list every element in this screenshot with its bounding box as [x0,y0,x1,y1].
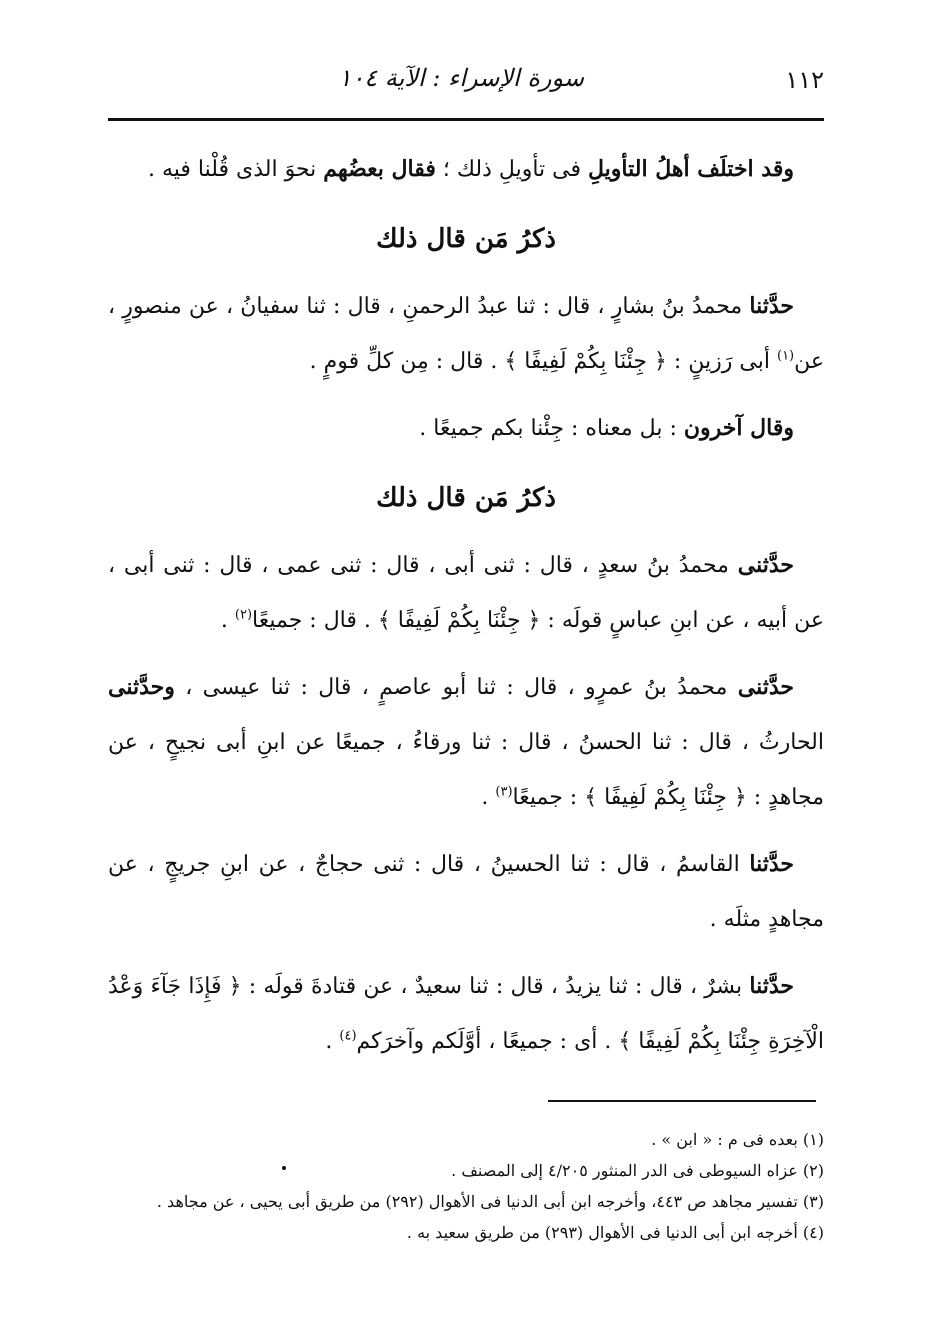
bold-lead: وقال آخرون [683,415,794,441]
bold-lead: حدَّثنا [749,851,794,877]
section-heading-2: ذكرُ مَن قال ذلك [376,483,556,513]
bold-lead: وقد اختلَف أهلُ التأويلِ [587,156,794,182]
paragraph-5 [108,660,824,825]
footnotes [100,1124,824,1248]
footnote-rule [548,1100,816,1102]
page-header [108,62,824,102]
print-speck [282,1166,286,1170]
bold-lead: حدَّثنا [749,973,794,999]
text-run: محمدُ بنُ عمرٍو ، قال : ثنا أبو عاصمٍ ، قال : ثنا عيسى ، [174,675,738,700]
text-run: بشرٌ ، قال : ثنا يزيدُ ، قال : ثنا سعيدٌ ، عن قتادةَ قولَه : [241,974,750,999]
paragraph-4 [108,538,824,648]
footnote-ref-3[interactable]: (٣) [495,784,513,800]
footnote-4: (٤) أخرجه ابن أبى الدنيا فى الأهوال (٢٩٣) من طريق سعيد به . [406,1223,824,1242]
quran-quote: ﴿ جِئْنَا بِكُمْ لَفِيفًا ﴾ [504,349,667,374]
quran-quote: ﴿ فَإِذَا جَآءَ وَعْدُ الْآخِرَةِ جِئْنَا بِكُمْ لَفِيفًا ﴾ [108,974,824,1054]
bold-lead: وحدَّثنى [108,674,175,700]
quran-quote: ﴿ جِئْنَا بِكُمْ لَفِيفًا ﴾ [377,608,541,633]
text-run: أبى رَزينٍ : [666,349,777,374]
text-run: الحارثُ ، قال : ثنا الحسنُ ، قال : ثنا ورقاءُ ، جميعًا عن ابنِ أبى نجيحٍ ، عن مجاهدٍ : [108,730,824,810]
text-run: : جميعًا [512,785,585,810]
paragraph-1 [108,142,824,197]
text-run: فى تأويلِ ذلك ؛ [435,157,588,182]
footnote-ref-4[interactable]: (٤) [339,1028,357,1044]
footnote-3: (٣) تفسير مجاهد ص ٤٤٣، وأخرجه ابن أبى الدنيا فى الأهوال (٢٩٢) من طريق أبى يحيى ، عن مجاهد . [156,1192,824,1211]
paragraph-7 [108,959,824,1069]
footnote-2: (٢) عزاه السيوطى فى الدر المنثور ٤/٢٠٥ إلى المصنف . [451,1161,824,1180]
bold-lead: حدَّثنى [737,552,794,578]
text-run: . [481,785,496,810]
text-run: القاسمُ ، قال : ثنا الحسينُ ، قال : ثنى حجاجٌ ، عن ابنِ جريجٍ ، عن مجاهدٍ مثلَه . [108,852,824,932]
text-run: نحوَ الذى قُلْنا فيه . [147,157,324,182]
paragraph-2 [108,279,824,389]
text-run: : بل معناه : جِئْنا بكم جميعًا . [419,416,684,441]
text-run: محمدُ بنُ سعدٍ ، قال : ثنى أبى ، قال : ثنى عمى ، قال : ثنى أبى ، عن أبيه ، عن ابنِ عباسٍ قولَه : [108,553,824,633]
quran-quote: ﴿ جِئْنَا بِكُمْ لَفِيفًا ﴾ [584,785,747,810]
text-run: . [325,1029,340,1054]
text-run: . [220,608,235,633]
text-run: . قال : جميعًا [252,608,378,633]
paragraph-6 [108,837,824,947]
paragraph-3 [108,401,824,456]
main-text [108,142,824,1081]
bold-lead: حدَّثنى [737,674,794,700]
running-head: سورة الإسراء : الآية ١٠٤ [338,64,584,92]
bold-lead: فقال بعضُهم [323,156,436,182]
page-number: ١١٢ [785,66,824,94]
footnote-1: (١) بعده فى م : « ابن » . [651,1130,824,1149]
text-run: . قال : مِن كلِّ قومٍ . [309,349,505,374]
text-run: . أى : جميعًا ، أوَّلَكم وآخرَكم [356,1029,619,1054]
section-heading-1: ذكرُ مَن قال ذلك [376,224,556,254]
footnote-ref-1[interactable]: (١) [776,348,795,364]
bold-lead: حدَّثنا [749,293,794,319]
text-run: محمدُ بنُ بشارٍ ، قال : ثنا عبدُ الرحمنِ ، قال : ثنا سفيانُ ، عن منصورٍ ، عن [108,294,824,374]
header-rule [108,118,824,121]
footnote-ref-2[interactable]: (٢) [234,607,253,623]
